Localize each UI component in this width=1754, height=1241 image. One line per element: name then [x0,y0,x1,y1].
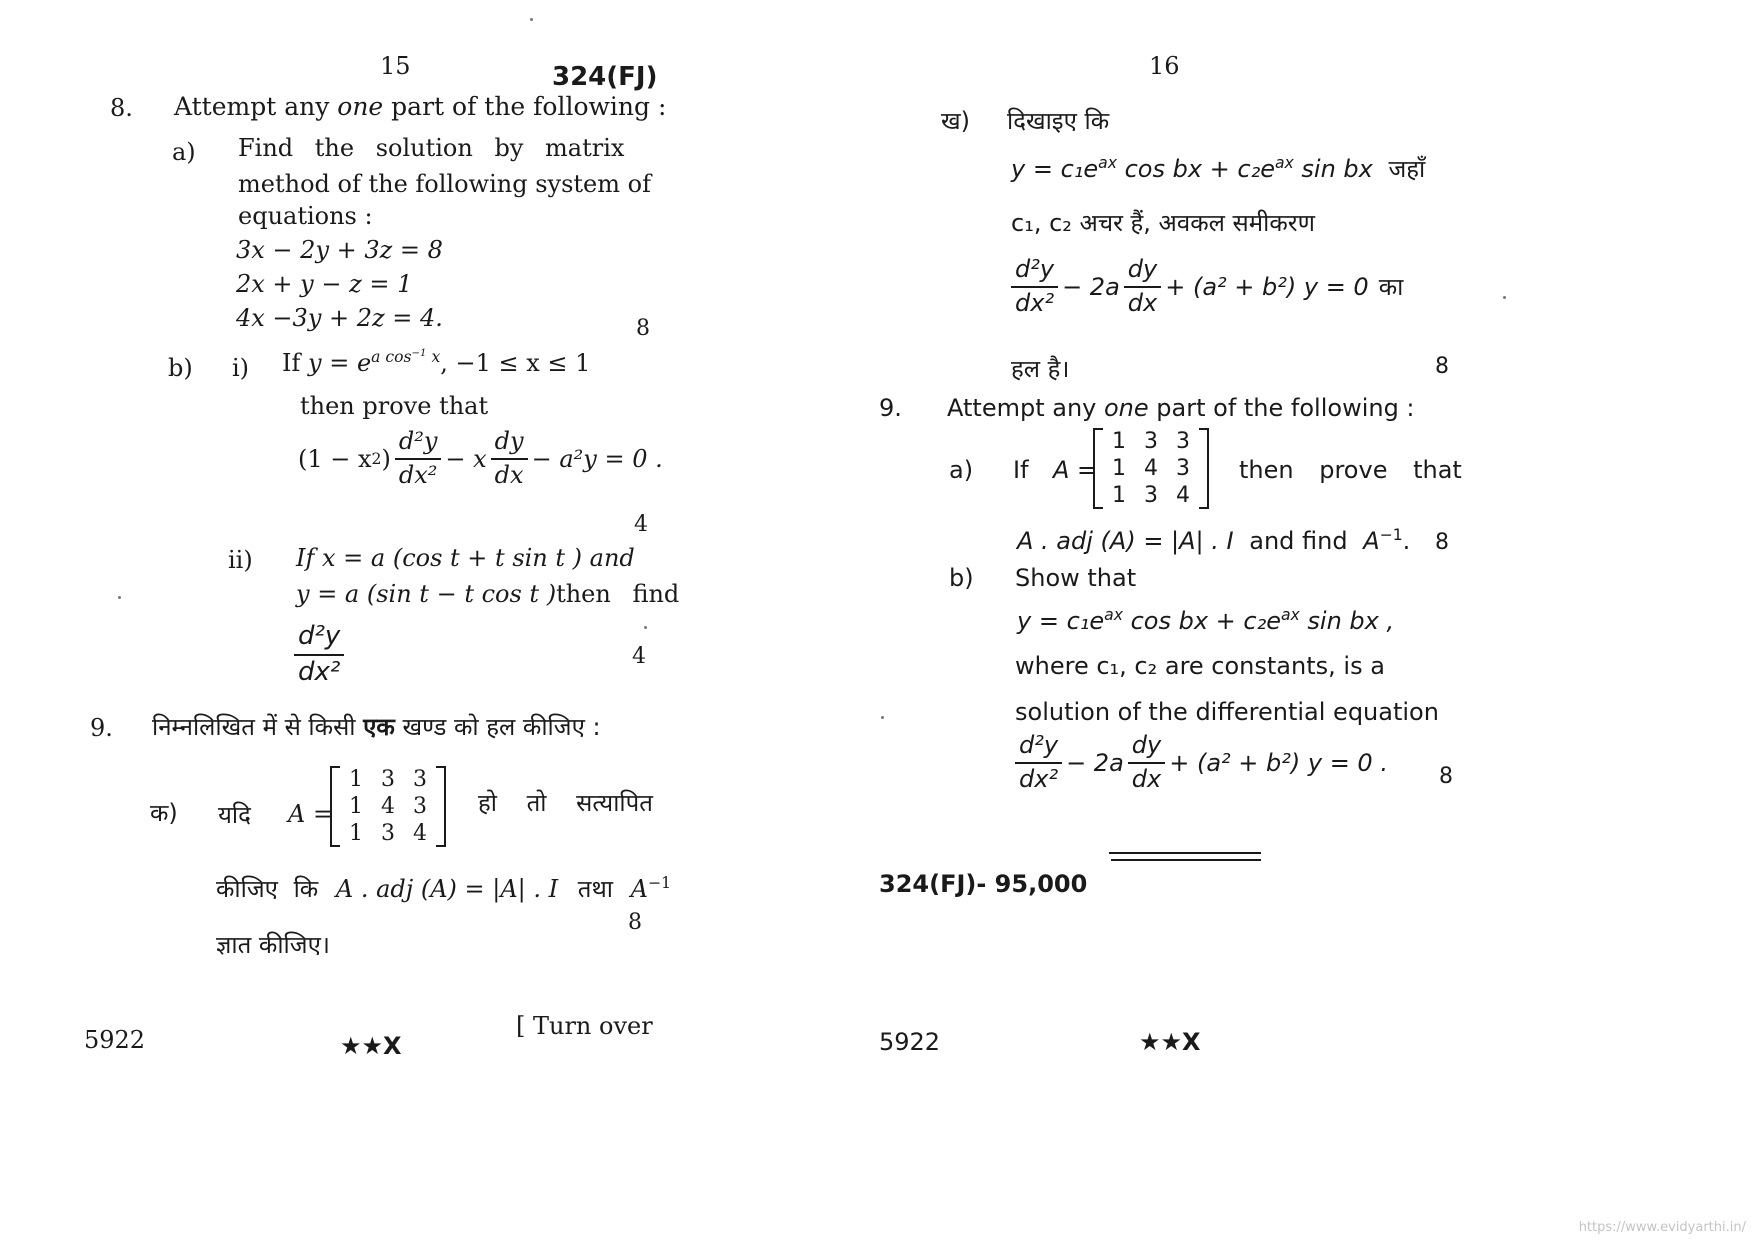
instruction-text: Attempt any [174,92,338,121]
matrix-row [1103,482,1199,509]
equation-line [1017,606,1394,635]
fraction-denominator: dx² [1019,764,1059,793]
instruction-emphasis: one [337,92,384,121]
fraction-denominator: dx [494,460,524,489]
fraction-numerator: dy [491,428,528,460]
equation: sin bx [1293,155,1373,183]
turn-over: [ Turn over [516,1012,653,1040]
fraction-denominator: dx [1127,288,1158,317]
question-text-line: Show that [1015,564,1137,592]
instruction-text-end: part of the following : [1148,394,1415,422]
equation: 4x −3y + 2z = 4. [236,304,443,332]
matrix-cell: 1 [1112,429,1126,454]
eq-rest: − a²y = 0 . [531,444,663,473]
matrix-cell: 1 [349,767,363,792]
question-text: If [1013,456,1029,484]
condition-y: y = e [308,349,372,378]
matrix-bracket-right [1199,428,1209,509]
eq-rest: + (a² + b²) y = 0 [1165,272,1369,301]
question-text: यदि [218,801,251,829]
matrix-label: A = [288,800,334,828]
fraction-denominator: dx [1131,764,1162,793]
fraction-numerator: d²y [1015,732,1062,764]
eq-rest: + (a² + b²) y = 0 . [1169,748,1388,777]
eq-term: − 2a [1062,272,1120,301]
equation: A . adj (A) = |A| . I [1017,527,1234,555]
punctuation: . [1402,527,1411,555]
equation [298,428,663,489]
matrix-cell: 3 [381,821,395,846]
matrix-body [340,766,436,847]
instruction-text-end: खण्ड को हल कीजिए : [394,713,601,741]
question-text-line: where c₁, c₂ are constants, is a [1015,652,1385,680]
fraction-numerator: d²y [1011,256,1058,288]
eq-lhs-sup: 2 [371,449,382,468]
question-8-instruction [174,92,666,121]
question-number-9: 9. [879,394,902,422]
condition-range: , −1 ≤ x ≤ 1 [440,349,591,378]
question-text-line: method of the following system of [238,170,651,198]
question-text-words: हो तो सत्यापित [478,789,653,817]
eq-term: − x [445,444,487,473]
matrix-cell: 3 [1176,429,1190,454]
equation: sin bx , [1299,607,1395,635]
matrix-cell: 3 [1176,456,1190,481]
subpart-label-i: i) [232,354,250,382]
condition-exponent-sup: −1 [411,348,427,359]
question-text-line: solution of the differential equation [1015,698,1439,726]
matrix-bracket-left [1093,428,1103,509]
stars-mark: ★★X [340,1032,402,1060]
instruction-emphasis: one [1103,394,1149,422]
exponent: ax [1274,154,1294,172]
instruction-emphasis: एक [363,713,395,741]
fraction-denominator: dx² [398,460,438,489]
paper-code: 324(FJ) [552,62,658,92]
print-run: 324(FJ)- 95,000 [879,870,1088,898]
exponent: ax [1098,154,1117,172]
condition-exponent-x: x [431,348,441,367]
question-text: जहाँ [1388,155,1426,183]
matrix-A [324,766,452,847]
question-text: तथा [577,875,614,903]
matrix-row [1103,428,1199,455]
question-text-line: c₁, c₂ अचर हैं, अवकल समीकरण [1011,209,1315,237]
matrix-cell: 3 [1144,483,1158,508]
equation: y = a (sin t − t cos t ) [296,580,557,608]
matrix-cell: 4 [381,794,395,819]
scan-speck [118,596,121,599]
question-text-line: ज्ञात कीजिए। [216,931,330,959]
marks: 8 [636,316,650,341]
condition [282,348,590,377]
scan-speck [530,18,533,21]
equation-line [1011,152,1425,185]
part-label-b: b) [949,564,974,592]
eq-term: − 2a [1066,748,1124,777]
matrix-cell: 3 [1144,429,1158,454]
fraction-denominator: dx² [1015,288,1055,317]
question-number-8: 8. [110,94,133,122]
question-9-instruction-hindi [152,710,601,743]
part-label-a: a) [949,456,974,484]
matrix-cell: 3 [381,767,395,792]
exponent: ax [1104,606,1123,624]
matrix-row [1103,455,1199,482]
fraction-denominator: dx² [298,656,341,687]
matrix-row [340,766,436,793]
divider-line [1111,859,1261,861]
matrix-cell: 3 [413,794,427,819]
equation: 3x − 2y + 3z = 8 [236,236,443,264]
matrix-A [1087,428,1215,509]
condition-if: If [282,349,301,378]
matrix-cell: 1 [349,794,363,819]
equation: y = c₁e [1017,607,1105,635]
eq-lhs: (1 − x [298,444,372,473]
matrix-cell: 1 [1112,456,1126,481]
matrix-cell: 4 [1144,456,1158,481]
question-text-line [1017,526,1410,555]
fraction [294,622,344,688]
fraction-numerator: d²y [294,622,344,656]
marks: 4 [634,512,648,537]
marks: 4 [632,644,646,669]
part-label-ka: क) [150,799,178,827]
page-code: 5922 [84,1026,146,1054]
condition-exponent: a cos [371,348,412,367]
part-label-kha: ख) [941,107,970,135]
matrix [330,766,446,847]
question-text-line: equations : [238,202,373,230]
question-number-9: 9. [90,714,113,742]
subpart-label-ii: ii) [228,546,253,574]
scan-speck [881,716,884,719]
matrix-row [340,820,436,847]
instruction-text: निम्नलिखित में से किसी [152,713,364,741]
question-text-line: Find the solution by matrix [238,134,625,162]
differential-equation [1015,732,1388,793]
question-text-line [296,580,680,608]
equation: y = c₁e [1011,155,1099,183]
question-text [478,786,653,819]
matrix-cell: 4 [413,821,427,846]
fraction-numerator: dy [1124,256,1161,288]
question-text-line [216,872,671,905]
inverse-sup: −1 [1379,526,1403,544]
matrix-body [1103,428,1199,509]
page-number: 15 [380,52,411,80]
matrix-row [340,793,436,820]
matrix-cell: 1 [1112,483,1126,508]
exponent: ax [1280,606,1300,624]
instruction-text-end: part of the following : [383,92,667,121]
question-text: का [1378,273,1404,302]
question-text-line: हल है। [1011,355,1070,383]
matrix-cell: 4 [1176,483,1190,508]
divider-line [1109,852,1261,854]
matrix-inverse: A [1363,527,1380,555]
matrix [1093,428,1209,509]
question-text: and find [1249,527,1348,555]
fraction [395,428,442,489]
equation: 2x + y − z = 1 [236,270,413,298]
differential-equation [1011,256,1403,317]
part-label-a: a) [172,138,196,166]
marks: 8 [1435,354,1449,379]
question-text-line: then prove that [300,392,489,420]
question-text: then prove that [1239,456,1462,484]
matrix-cell: 3 [413,767,427,792]
matrix-cell: 1 [349,821,363,846]
scan-speck [1503,296,1506,299]
fraction-numerator: d²y [395,428,442,460]
question-text: कीजिए कि [216,875,319,903]
part-label-b: b) [168,354,193,382]
marks: 8 [628,910,642,935]
equation: A . adj (A) = |A| . I [335,875,559,903]
inverse-sup: −1 [648,874,671,892]
right-page [877,0,1754,1241]
instruction-text: Attempt any [947,394,1104,422]
watermark-url: https://www.evidyarthi.in/ [1578,1220,1746,1235]
question-text: then find [556,580,680,608]
question-text-line: If x = a (cos t + t sin t ) and [296,544,635,572]
matrix-label: A = [1053,456,1098,484]
equation: cos bx + c₂e [1116,155,1275,183]
matrix-bracket-right [436,766,446,847]
page-code: 5922 [879,1028,941,1056]
question-9-instruction [947,394,1415,422]
marks: 8 [1435,530,1449,555]
eq-lhs-close: ) [381,444,391,473]
equation: cos bx + c₂e [1122,607,1281,635]
fraction-numerator: dy [1128,732,1165,764]
scan-speck [644,626,647,629]
question-text-line: दिखाइए कि [1007,107,1110,135]
page-number: 16 [1149,52,1180,80]
matrix-bracket-left [330,766,340,847]
fraction [491,428,528,489]
matrix-inverse: A [630,875,648,903]
marks: 8 [1439,764,1453,789]
stars-mark: ★★X [1139,1028,1201,1056]
